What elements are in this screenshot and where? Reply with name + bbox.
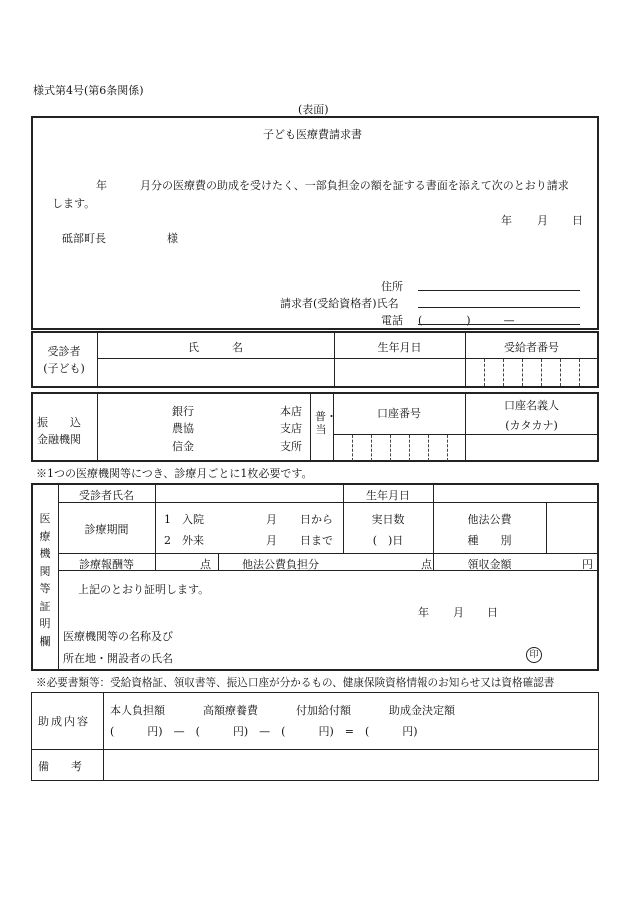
seal-mark: 印	[526, 647, 542, 663]
other-public-field[interactable]	[547, 504, 597, 552]
holder-label-2: (カタカナ)	[505, 419, 558, 432]
receipt-yen-unit: 円	[582, 558, 593, 571]
from-month: 月	[266, 513, 277, 526]
certify-text: 上記のとおり証明します。	[78, 583, 210, 596]
applicant-name-field[interactable]	[418, 295, 580, 308]
inpatient-option[interactable]: 1 入院	[164, 513, 204, 526]
cert-patient-name-label: 受診者氏名	[79, 489, 134, 502]
account-holder-field[interactable]	[466, 435, 598, 461]
bank-label-2: 金融機関	[37, 433, 81, 446]
phone-label: 電話	[381, 314, 403, 327]
fee-points-field[interactable]	[156, 554, 196, 569]
patient-label-1: 受診者	[47, 345, 81, 358]
patient-label-2: (子ども)	[43, 362, 85, 375]
account-type: 普・当	[315, 410, 337, 436]
account-no-header: 口座番号	[377, 407, 421, 420]
mayor-label: 砥部町長	[62, 232, 106, 245]
institution-address-label: 所在地・開設者の氏名	[63, 652, 173, 665]
from-day: 日から	[300, 513, 333, 526]
patient-name-field[interactable]	[98, 359, 333, 386]
holder-label-1: 口座名義人	[504, 399, 559, 412]
patient-name-header: 氏 名	[188, 341, 243, 354]
cert-side-label: 医療機関等証明欄	[39, 512, 51, 648]
institution-name-label: 医療機関等の名称及び	[63, 630, 173, 643]
cert-date-day: 日	[487, 606, 498, 619]
recipient-no-header: 受給者番号	[504, 341, 559, 354]
kind-label: 種 別	[467, 534, 512, 547]
high-cost-label: 高額療養費	[203, 704, 258, 717]
to-day: 日まで	[300, 534, 333, 547]
actual-days-field[interactable]: ( )日	[372, 534, 404, 547]
other-burden-field[interactable]	[344, 554, 418, 569]
subsidy-label: 助成内容	[38, 715, 90, 728]
remarks-field[interactable]	[104, 750, 598, 780]
cert-date-month: 月	[453, 606, 464, 619]
request-date-month: 月	[537, 214, 548, 227]
bank-type-shinkin: 信金	[172, 440, 194, 453]
patient-birth-header: 生年月日	[377, 341, 422, 354]
cert-patient-name-field[interactable]	[156, 485, 342, 501]
bank-label-1: 振 込	[37, 416, 81, 429]
phone-field[interactable]	[418, 312, 580, 325]
request-date-day: 日	[572, 214, 583, 227]
branch-main: 本店	[280, 405, 302, 418]
other-burden-label: 他法公費負担分	[242, 558, 319, 571]
self-pay-label: 本人負担額	[110, 704, 165, 717]
receipt-amount-label: 領収金額	[467, 558, 512, 571]
form-title: 子ども医療費請求書	[263, 128, 362, 141]
fee-points-unit: 点	[200, 558, 211, 571]
bank-type-coop: 農協	[172, 422, 194, 435]
phone-template: ( ) —	[418, 314, 515, 327]
side-label: (表面)	[298, 103, 329, 116]
request-date-year: 年	[501, 214, 512, 227]
additional-benefit-label: 付加給付額	[296, 704, 351, 717]
decided-amount-label: 助成金決定額	[389, 704, 455, 717]
cert-birth-field[interactable]	[434, 485, 597, 501]
address-field[interactable]	[418, 278, 580, 291]
branch-branch: 支店	[280, 422, 302, 435]
branch-office: 支所	[280, 440, 302, 453]
remarks-label: 備 考	[38, 760, 82, 773]
receipt-amount-field[interactable]	[547, 554, 580, 569]
account-no-field[interactable]	[334, 435, 464, 461]
actual-days-label: 実日数	[371, 513, 405, 526]
other-public-label: 他法公費	[467, 513, 512, 526]
applicant-name-label: 請求者(受給資格者)氏名	[280, 297, 399, 310]
cert-birth-label: 生年月日	[366, 489, 410, 502]
fee-label: 診療報酬等	[79, 558, 134, 571]
form-number: 様式第4号(第6条関係)	[33, 84, 144, 97]
request-body-line1: 年 月分の医療費の助成を受けたく、一部負担金の額を証する書面を添えて次のとおり請求	[96, 179, 569, 192]
note-one-per-month: ※1つの医療機関等につき、診療月ごとに1枚必要です。	[36, 467, 313, 480]
patient-birth-field[interactable]	[335, 359, 464, 386]
other-burden-unit: 点	[421, 558, 432, 571]
request-body-line2: します。	[52, 197, 96, 210]
outpatient-option[interactable]: 2 外来	[164, 534, 204, 547]
to-month: 月	[266, 534, 277, 547]
note-required-documents: ※必要書類等：受給資格証、領収書等、振込口座が分かるもの、健康保険資格情報のお知らせ又は資格確認書	[36, 677, 555, 689]
bank-type-bank: 銀行	[172, 405, 194, 418]
honorific: 様	[167, 232, 178, 245]
bank-name-field[interactable]	[98, 393, 309, 461]
address-label: 住所	[381, 280, 403, 293]
subsidy-formula: ( 円) — ( 円) — ( 円) = ( 円)	[110, 725, 418, 738]
period-label: 診療期間	[84, 523, 129, 536]
cert-date-year: 年	[418, 606, 429, 619]
